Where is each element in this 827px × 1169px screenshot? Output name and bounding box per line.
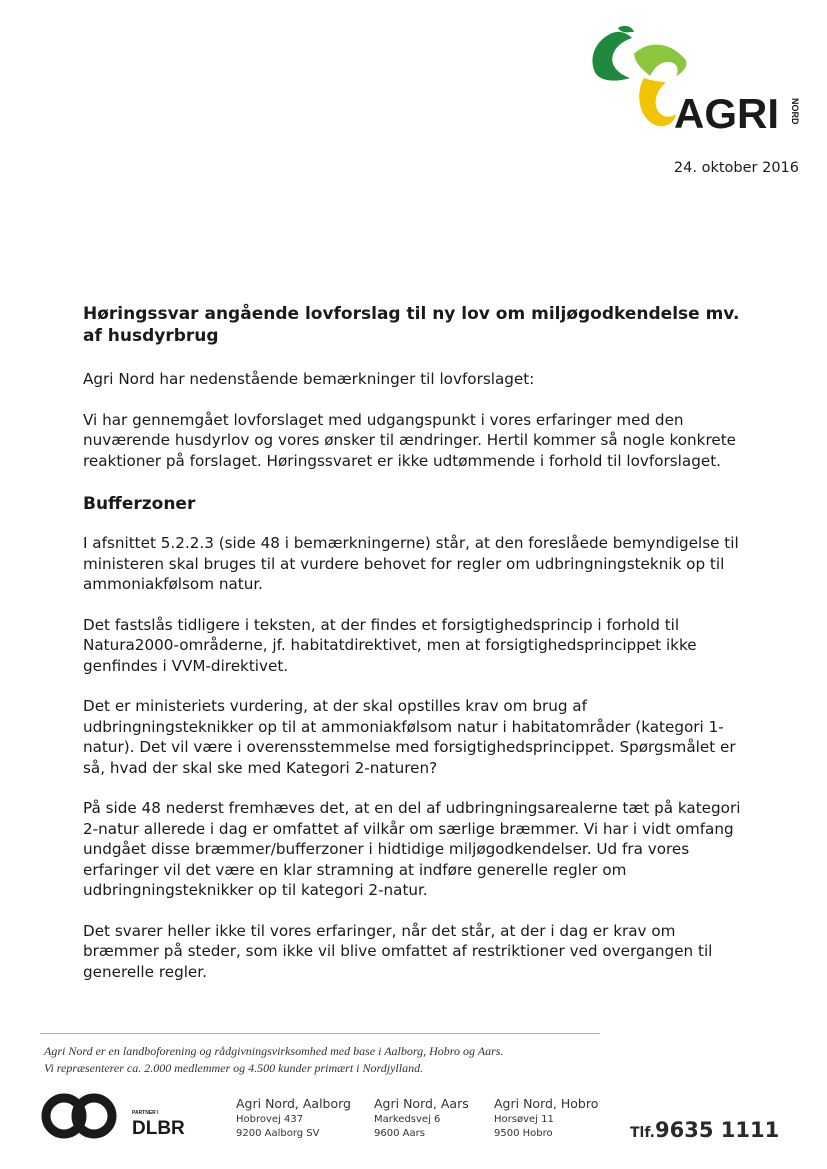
office-name: Agri Nord, Aars bbox=[374, 1096, 469, 1111]
logo-leaf-light-green bbox=[634, 45, 686, 76]
intro-paragraph-2: Vi har gennemgået lovforslaget med udgangspunkt i vores erfaringer med den nuværende husdyrlov og vores ønsker til ændringer. Hertil kommer så nogle konkrete reaktioner på forslaget. Høringssvaret er ikke udtømmende i forhold til lovforslaget. bbox=[83, 410, 737, 470]
logo-text: AGRI bbox=[674, 90, 779, 137]
logo-flame-yellow bbox=[639, 78, 676, 126]
body-paragraph: Det er ministeriets vurdering, at der skal opstilles krav om brug af udbringningsteknikker op til at ammoniakfølsom natur i habitatområder (kategori 1-natur). Det vil være i overensstemmelse med forsigtighedsprincippet. Spørgsmålet er så, hvad der skal ske med Kategori 2-naturen? bbox=[83, 697, 736, 777]
dlbr-partner-logo bbox=[40, 1090, 220, 1142]
phone-number: 9635 1111 bbox=[655, 1118, 780, 1142]
body-paragraph: I afsnittet 5.2.2.3 (side 48 i bemærkningerne) står, at den foreslåede bemyndigelse til ministeren skal bruges til at vurdere behovet for regler om udbringningsteknik op til ammoniakfølsom natur. bbox=[83, 534, 739, 593]
office-aalborg bbox=[236, 1096, 351, 1141]
phone-label: Tlf. bbox=[630, 1125, 655, 1141]
body-paragraph: Det fastslås tidligere i teksten, at der findes et forsigtighedsprincip i forhold til Natura2000-områderne, jf. habitatdirektivet, men at forsigtighedsprincippet ikke genfindes i VVM-direktivet. bbox=[83, 615, 697, 675]
logo-subtext: NORD bbox=[790, 98, 800, 125]
tagline-line-1: Agri Nord er en landboforening og rådgivningsvirksomhed med base i Aalborg, Hobro og Aars. bbox=[44, 1044, 504, 1058]
letter-title: Høringssvar angående lovforslag til ny lov om miljøgodkendelse mv. af husdyrbrug bbox=[83, 304, 740, 346]
body-paragraph: Det svarer heller ikke til vores erfaringer, når det står, at der i dag er krav om bræmmer på steder, som ikke vil blive omfattet af restriktioner ved overgangen til generelle regler. bbox=[83, 921, 713, 981]
tagline-line-2: Vi repræsenterer ca. 2.000 medlemmer og 4.500 kunder primært i Nordjylland. bbox=[44, 1061, 424, 1075]
agri-nord-logo bbox=[588, 22, 803, 137]
logo-leaf-dark-green-tip bbox=[618, 26, 634, 32]
section-heading: Bufferzoner bbox=[83, 494, 196, 514]
letter-body bbox=[83, 303, 755, 1002]
body-paragraph: På side 48 nederst fremhæves det, at en del af udbringningsarealerne tæt på kategori 2-natur allerede i dag er omfattet af vilkår om særlige bræmmer. Vi har i vidt omfang undgået disse bræmmer/bufferzoner i hidtidige miljøgodkendelser. Ud fra vores erfaringer vil det være en klar stramning at indføre generelle regler om udbringningsteknikker op til kategori 2-natur. bbox=[83, 799, 741, 899]
footer-divider bbox=[40, 1033, 600, 1034]
intro-paragraph: Agri Nord har nedenstående bemærkninger til lovforslaget: bbox=[83, 370, 535, 388]
office-city: 9500 Hobro bbox=[494, 1128, 553, 1139]
footer-phone bbox=[630, 1118, 779, 1142]
office-name: Agri Nord, Hobro bbox=[494, 1096, 599, 1111]
office-city: 9600 Aars bbox=[374, 1128, 425, 1139]
office-aars bbox=[374, 1096, 469, 1141]
office-street: Horsøvej 11 bbox=[494, 1114, 554, 1125]
partner-name: DLBR bbox=[132, 1118, 185, 1139]
letter-date: 24. oktober 2016 bbox=[673, 160, 799, 176]
office-hobro bbox=[494, 1096, 598, 1141]
office-city: 9200 Aalborg SV bbox=[236, 1128, 320, 1139]
office-street: Markedsvej 6 bbox=[374, 1114, 441, 1125]
logo-leaf-dark-green bbox=[592, 32, 632, 81]
office-street: Hobrovej 437 bbox=[236, 1114, 304, 1125]
footer-tagline bbox=[44, 1043, 503, 1077]
partner-label: PARTNER I bbox=[132, 1110, 159, 1116]
office-name: Agri Nord, Aalborg bbox=[236, 1096, 351, 1111]
